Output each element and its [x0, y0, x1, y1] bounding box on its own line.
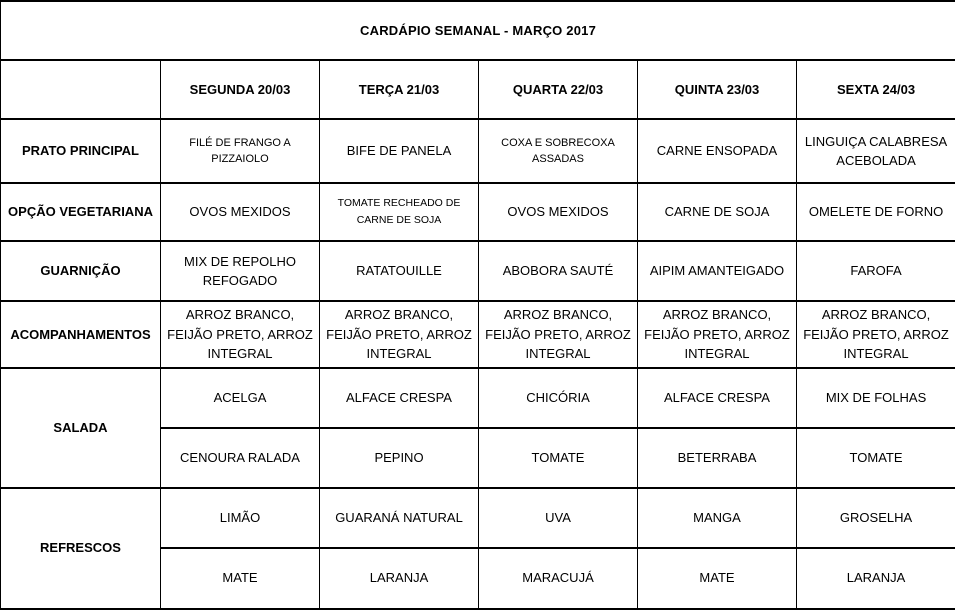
menu-cell: ARROZ BRANCO, FEIJÃO PRETO, ARROZ INTEGRAL	[161, 301, 320, 368]
menu-cell: TOMATE RECHEADO DE CARNE DE SOJA	[320, 183, 479, 241]
menu-cell: FILÉ DE FRANGO A PIZZAIOLO	[161, 119, 320, 183]
menu-cell: FAROFA	[797, 241, 955, 301]
row-guarnicao	[1, 241, 955, 301]
menu-cell: BIFE DE PANELA	[320, 119, 479, 183]
page-title: CARDÁPIO SEMANAL - MARÇO 2017	[1, 1, 955, 60]
menu-cell: CENOURA RALADA	[161, 428, 320, 488]
row-label-salada: SALADA	[1, 368, 161, 488]
menu-cell: LIMÃO	[161, 488, 320, 548]
menu-cell: CARNE ENSOPADA	[638, 119, 797, 183]
row-prato-principal	[1, 119, 955, 183]
row-salada-1	[1, 368, 955, 428]
menu-cell: ACELGA	[161, 368, 320, 428]
menu-cell: ALFACE CRESPA	[638, 368, 797, 428]
menu-cell: ABOBORA SAUTÉ	[479, 241, 638, 301]
menu-cell: COXA E SOBRECOXA ASSADAS	[479, 119, 638, 183]
header-row	[1, 60, 955, 119]
menu-cell: MIX DE FOLHAS	[797, 368, 955, 428]
menu-cell: ARROZ BRANCO, FEIJÃO PRETO, ARROZ INTEGRAL	[638, 301, 797, 368]
day-header-wednesday: QUARTA 22/03	[479, 60, 638, 119]
menu-cell: OVOS MEXIDOS	[479, 183, 638, 241]
row-refrescos-1	[1, 488, 955, 548]
menu-cell: UVA	[479, 488, 638, 548]
menu-cell: MATE	[161, 548, 320, 609]
menu-cell: TOMATE	[797, 428, 955, 488]
corner-cell	[1, 60, 161, 119]
day-header-monday: SEGUNDA 20/03	[161, 60, 320, 119]
menu-cell: ALFACE CRESPA	[320, 368, 479, 428]
day-header-tuesday: TERÇA 21/03	[320, 60, 479, 119]
row-acompanhamentos	[1, 301, 955, 368]
menu-cell: LINGUIÇA CALABRESA ACEBOLADA	[797, 119, 955, 183]
row-label-guarnicao: GUARNIÇÃO	[1, 241, 161, 301]
menu-cell: ARROZ BRANCO, FEIJÃO PRETO, ARROZ INTEGRAL	[797, 301, 955, 368]
menu-cell: OVOS MEXIDOS	[161, 183, 320, 241]
menu-cell: BETERRABA	[638, 428, 797, 488]
row-opcao-vegetariana	[1, 183, 955, 241]
menu-cell: MATE	[638, 548, 797, 609]
menu-cell: LARANJA	[797, 548, 955, 609]
menu-cell: RATATOUILLE	[320, 241, 479, 301]
menu-cell: AIPIM AMANTEIGADO	[638, 241, 797, 301]
row-label-prato-principal: PRATO PRINCIPAL	[1, 119, 161, 183]
menu-cell: ARROZ BRANCO, FEIJÃO PRETO, ARROZ INTEGRAL	[320, 301, 479, 368]
menu-cell: ARROZ BRANCO, FEIJÃO PRETO, ARROZ INTEGRAL	[479, 301, 638, 368]
menu-cell: TOMATE	[479, 428, 638, 488]
day-header-thursday: QUINTA 23/03	[638, 60, 797, 119]
row-label-refrescos: REFRESCOS	[1, 488, 161, 609]
menu-cell: PEPINO	[320, 428, 479, 488]
menu-cell: CHICÓRIA	[479, 368, 638, 428]
menu-cell: LARANJA	[320, 548, 479, 609]
menu-cell: MANGA	[638, 488, 797, 548]
day-header-friday: SEXTA 24/03	[797, 60, 955, 119]
menu-cell: MARACUJÁ	[479, 548, 638, 609]
menu-cell: OMELETE DE FORNO	[797, 183, 955, 241]
title-row	[1, 1, 955, 60]
menu-cell: MIX DE REPOLHO REFOGADO	[161, 241, 320, 301]
menu-cell: GROSELHA	[797, 488, 955, 548]
menu-cell: CARNE DE SOJA	[638, 183, 797, 241]
row-label-opcao-vegetariana: OPÇÃO VEGETARIANA	[1, 183, 161, 241]
menu-cell: GUARANÁ NATURAL	[320, 488, 479, 548]
row-label-acompanhamentos: ACOMPANHAMENTOS	[1, 301, 161, 368]
